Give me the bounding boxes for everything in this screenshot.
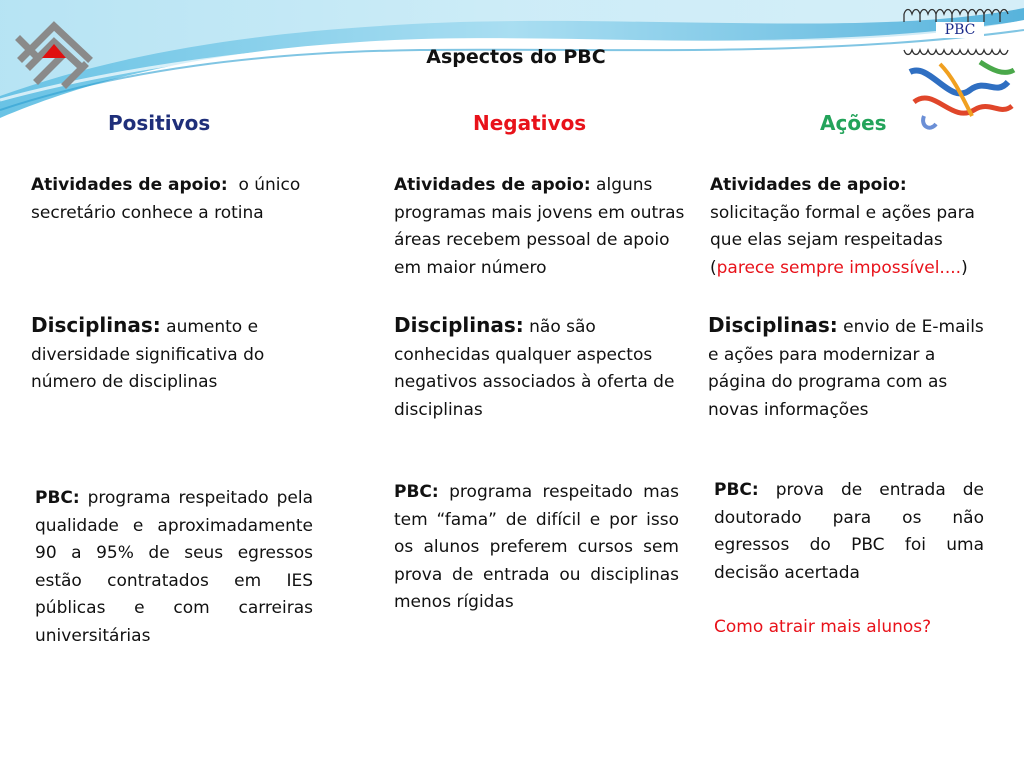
- negativos-pbc-text: programa respeitado mas tem “fama” de difícil e por isso os alunos preferem cursos sem prova de entrada ou disciplinas menos rígidas: [394, 482, 679, 612]
- acoes-pbc-question: Como atrair mais alunos?: [714, 617, 932, 637]
- acoes-pbc-label: PBC:: [714, 480, 759, 500]
- acoes-pbc-paragraph: [714, 477, 984, 587]
- positivos-pbc-block: [35, 485, 313, 650]
- slide-title: Aspectos do PBC: [426, 46, 606, 68]
- column-header-negativos: Negativos: [473, 111, 587, 135]
- negativos-pbc-label: PBC:: [394, 482, 439, 502]
- acoes-apoio-block: [710, 172, 1000, 282]
- negativos-apoio-text: alguns programas mais jovens em outras áreas recebem pessoal de apoio em maior número: [394, 175, 685, 278]
- negativos-apoio-block: [394, 172, 694, 282]
- acoes-disciplinas-text: envio de E-mails e ações para modernizar a página do programa com as novas informações: [708, 317, 984, 420]
- positivos-pbc-text: programa respeitado pela qualidade e aproximadamente 90 a 95% de seus egressos estão contratados em IES públicas e com carreiras universitárias: [35, 488, 313, 646]
- positivos-apoio-text: o único secretário conhece a rotina: [31, 175, 301, 223]
- positivos-apoio-label: Atividades de apoio:: [31, 175, 228, 195]
- column-header-acoes: Ações: [820, 111, 887, 135]
- acoes-apoio-text: solicitação formal e ações para que elas sejam respeitadas: [710, 202, 975, 250]
- positivos-disciplinas-label: Disciplinas:: [31, 313, 161, 337]
- positivos-apoio-block: [31, 172, 331, 227]
- positivos-pbc-label: PBC:: [35, 488, 80, 508]
- negativos-disciplinas-block: [394, 312, 684, 424]
- acoes-apoio-open-paren: (: [710, 257, 717, 278]
- positivos-disciplinas-text: aumento e diversidade significativa do número de disciplinas: [31, 317, 265, 392]
- acoes-pbc-block: [714, 477, 984, 642]
- pbc-logo-text: PBC: [936, 22, 984, 38]
- negativos-disciplinas-text: não são conhecidas qualquer aspectos negativos associados à oferta de disciplinas: [394, 317, 675, 420]
- acoes-apoio-highlight: parece sempre impossível....: [716, 257, 962, 278]
- acoes-pbc-text: prova de entrada de doutorado para os não egressos do PBC foi uma decisão acertada: [714, 480, 984, 583]
- negativos-apoio-label: Atividades de apoio:: [394, 175, 591, 195]
- acoes-disciplinas-label: Disciplinas:: [708, 313, 838, 337]
- acoes-apoio-close-paren: ): [961, 257, 968, 278]
- positivos-disciplinas-block: [31, 312, 331, 397]
- acoes-disciplinas-block: [708, 312, 998, 424]
- acoes-apoio-label: Atividades de apoio:: [710, 175, 907, 195]
- column-header-positivos: Positivos: [108, 111, 211, 135]
- negativos-pbc-block: [394, 479, 679, 617]
- negativos-disciplinas-label: Disciplinas:: [394, 313, 524, 337]
